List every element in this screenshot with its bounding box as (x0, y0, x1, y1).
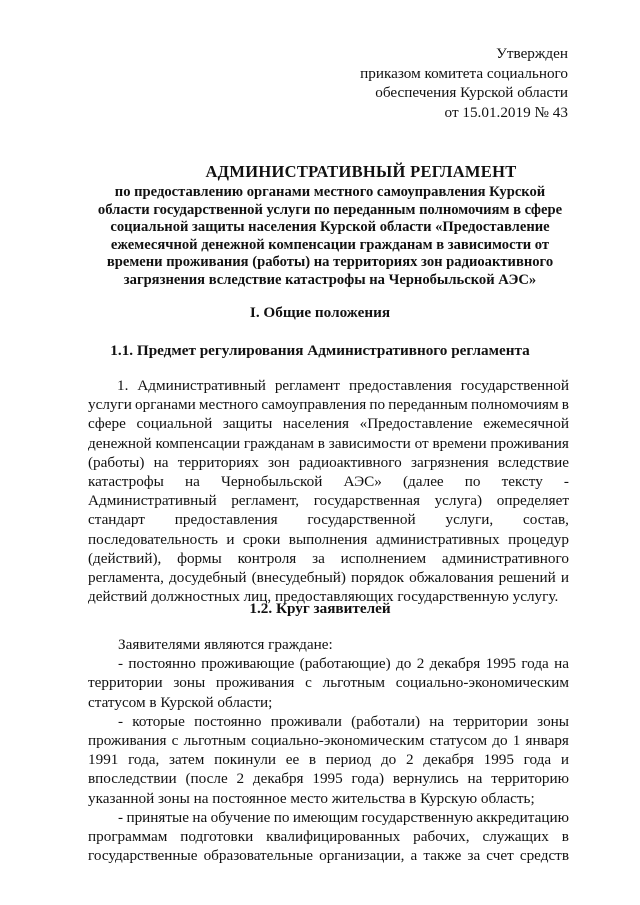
word: постоянно (194, 712, 262, 730)
word: 1995 (483, 751, 514, 769)
word: территории (88, 674, 163, 692)
word: (действий), (88, 549, 162, 567)
word: определяет (496, 492, 569, 510)
word: государственную (361, 808, 473, 826)
subtitle-line: ежемесячной денежной компенсации гражданам в зависимости от (110, 236, 550, 253)
word: а (410, 847, 418, 865)
word: на (153, 453, 169, 471)
word: образовательные (203, 847, 313, 865)
word: постоянно (128, 655, 196, 673)
word: на (192, 808, 208, 826)
word: услуги (88, 396, 132, 414)
word: декабря (252, 770, 304, 788)
word: зоны (537, 712, 569, 730)
section-heading-applicants: 1.2. Круг заявителей (249, 600, 391, 617)
text-line (88, 827, 569, 846)
word: 2 (416, 655, 425, 673)
word: статусом (429, 731, 488, 749)
text-line (88, 769, 569, 788)
text-line (88, 453, 569, 472)
word: (работы) (88, 453, 145, 471)
word: АЭС» (343, 472, 382, 490)
word: самоуправления (261, 396, 367, 414)
word: сроки (242, 530, 281, 548)
section-heading-general: I. Общие положения (249, 304, 391, 321)
word: также (423, 847, 462, 865)
word: по (464, 472, 481, 490)
word: на (429, 712, 445, 730)
word: проживали (270, 712, 342, 730)
word: государственные (88, 847, 198, 865)
word: Административный (137, 377, 266, 394)
word: населения (282, 415, 350, 433)
word: социально-экономическим (251, 731, 425, 749)
word: радиоактивного (298, 453, 402, 471)
word: услуга) (434, 492, 483, 510)
word: процедур (508, 530, 569, 548)
word: Чернобыльской (220, 472, 323, 490)
word: от (414, 434, 429, 452)
word: тексту (501, 472, 543, 490)
word: - (118, 808, 124, 826)
word: органами (135, 396, 196, 414)
applicants-list (88, 635, 569, 865)
text-line (88, 530, 569, 549)
word: территорию (491, 770, 569, 788)
word: в (561, 827, 569, 845)
text-line (88, 673, 569, 692)
word: года (521, 655, 549, 673)
word: проживания (490, 434, 569, 452)
text-line (88, 491, 569, 510)
bullet-two-last-line: указанной зоны на постоянное место жительства в Курскую область; (88, 789, 535, 807)
word: стандарт (88, 511, 145, 529)
text-line (88, 712, 569, 731)
word: исполнением (340, 549, 427, 567)
word: обжалования (409, 568, 494, 586)
word: 2 (405, 751, 414, 769)
text-line (88, 654, 569, 673)
subtitle-line: социальной защиты населения Курской области «Предоставление (110, 219, 550, 236)
word: впоследствии (88, 770, 177, 788)
word: 1. (117, 377, 129, 394)
word: проживания (88, 731, 167, 749)
word: порядок (351, 568, 405, 586)
word: - (563, 472, 569, 490)
bullet-two-lines (88, 712, 569, 789)
word: льготным (183, 731, 246, 749)
word: состав, (522, 511, 569, 529)
word: (работали) (351, 712, 421, 730)
approval-stamp (330, 44, 568, 122)
word: зависимости (328, 434, 411, 452)
subtitle-line: области государственной услуги по переданным полномочиям в сфере (97, 201, 563, 218)
word: и (226, 530, 235, 548)
text-line (88, 731, 569, 750)
word: период (325, 751, 372, 769)
text-line (88, 846, 569, 865)
word: - (118, 655, 124, 673)
word: квалифицированных (266, 827, 401, 845)
word: вследствие (497, 453, 569, 471)
paragraph-last-line: действий должностных лиц, предоставляющих государственную услугу. (88, 588, 559, 606)
word: в (561, 396, 569, 414)
word: катастрофы (88, 472, 164, 490)
text-line (88, 750, 569, 769)
word: «Предоставление (359, 415, 473, 433)
word: с (171, 731, 179, 749)
word: года (523, 751, 552, 769)
word: территории (453, 712, 528, 730)
word: в (308, 751, 317, 769)
approval-line: обеспечения Курской области (375, 84, 568, 101)
document-title: АДМИНИСТРАТИВНЫЙ РЕГЛАМЕНТ (205, 162, 517, 181)
bullet-three-lines (88, 808, 569, 866)
word: загрязнения (410, 453, 489, 471)
word: социально-экономическим (395, 674, 569, 692)
word: до (492, 731, 508, 749)
approval-line: Утвержден (496, 45, 568, 62)
bullet-one-last-line: статусом в Курской области; (88, 693, 273, 711)
word: декабря (423, 751, 474, 769)
word: рабочих, (413, 827, 470, 845)
word: затем (169, 751, 205, 769)
word: аккредитацию (476, 808, 569, 826)
word: 1995 (485, 655, 516, 673)
word: последовательность (88, 530, 218, 548)
document-subtitle (50, 184, 610, 290)
word: покинули (214, 751, 277, 769)
word: 2 (236, 770, 245, 788)
word: гражданам (243, 434, 314, 452)
word: административных (375, 530, 500, 548)
word: по (369, 396, 386, 414)
word: (после (185, 770, 228, 788)
word: полномочиям (470, 396, 559, 414)
word: счет (486, 847, 514, 865)
word: проживающие (201, 655, 295, 673)
word: по (273, 808, 290, 826)
word: местного (198, 396, 259, 414)
word: ее (285, 751, 300, 769)
word: декабря (429, 655, 481, 673)
word: территориях (177, 453, 259, 471)
word: и (560, 751, 569, 769)
word: сфере (88, 415, 126, 433)
word: проживания (215, 674, 295, 692)
word: регламент, (231, 492, 300, 510)
word: 1995 (312, 770, 343, 788)
word: государственной (307, 511, 416, 529)
word: административного (441, 549, 569, 567)
word: 1 (512, 731, 521, 749)
word: которые (132, 712, 185, 730)
word: 1991 (88, 751, 119, 769)
word: предоставления (348, 377, 452, 394)
word: до (396, 655, 412, 673)
text-line (88, 808, 569, 827)
approval-line: от 15.01.2019 № 43 (444, 103, 568, 121)
word: средств (519, 847, 569, 865)
text-line (88, 549, 569, 568)
word: решений (498, 568, 556, 586)
subtitle-line: загрязнения вследствие катастрофы на Чернобыльской АЭС» (123, 271, 537, 288)
word: имеющим (292, 808, 359, 826)
word: ежемесячной (483, 415, 569, 433)
applicants-intro: Заявителями являются граждане: (118, 636, 333, 653)
subtitle-line: времени проживания (работы) на территориях зон радиоактивного (106, 254, 554, 271)
text-line (88, 510, 569, 529)
word: государственная (313, 492, 420, 510)
bullet-one-lines (88, 654, 569, 692)
paragraph-subject (88, 376, 569, 606)
approval-line: приказом комитета социального (360, 64, 568, 82)
word: программам (88, 827, 168, 845)
word: в (317, 434, 325, 452)
word: услуги, (445, 511, 494, 529)
word: - (118, 712, 124, 730)
text-line (88, 472, 569, 491)
word: января (525, 731, 569, 749)
word: выполнения (288, 530, 368, 548)
text-line (88, 568, 569, 587)
word: за (312, 549, 325, 567)
word: обучение (210, 808, 271, 826)
word: льготным (322, 674, 385, 692)
word: года) (351, 770, 385, 788)
word: на (554, 655, 569, 673)
word: регламент (274, 377, 341, 394)
text-line (88, 395, 569, 414)
word: принятые (126, 808, 189, 826)
word: и (560, 568, 569, 586)
word: (внесудебный) (251, 568, 346, 586)
word: компенсации (155, 434, 241, 452)
word: контроля (237, 549, 297, 567)
word: защиты (222, 415, 273, 433)
word: за (467, 847, 481, 865)
word: досудебный (169, 568, 247, 586)
word: зон (268, 453, 290, 471)
word: денежной (88, 434, 152, 452)
word: зоны (173, 674, 206, 692)
word: Административный (88, 492, 217, 510)
word: служащих (482, 827, 549, 845)
word: вернулись (392, 770, 459, 788)
word: с (305, 674, 312, 692)
word: организации, (319, 847, 405, 865)
word: на (184, 472, 200, 490)
paragraph-justified-lines (88, 376, 569, 587)
section-heading-subject: 1.1. Предмет регулирования Административного регламента (110, 342, 530, 359)
title-block (50, 162, 610, 290)
word: до (380, 751, 397, 769)
word: на (467, 770, 483, 788)
subtitle-line: по предоставлению органами местного самоуправления Курской (114, 184, 546, 200)
word: социальной (136, 415, 213, 433)
word: (далее (402, 472, 444, 490)
word: государственной (460, 377, 569, 394)
word: предоставления (174, 511, 278, 529)
text-line (88, 414, 569, 433)
word: регламента, (88, 568, 164, 586)
word: времени (432, 434, 487, 452)
word: года, (128, 751, 160, 769)
word: переданным (388, 396, 468, 414)
word: подготовки (180, 827, 254, 845)
word: (работающие) (299, 655, 391, 673)
text-line (88, 434, 569, 453)
word: формы (177, 549, 222, 567)
text-line (88, 376, 569, 395)
